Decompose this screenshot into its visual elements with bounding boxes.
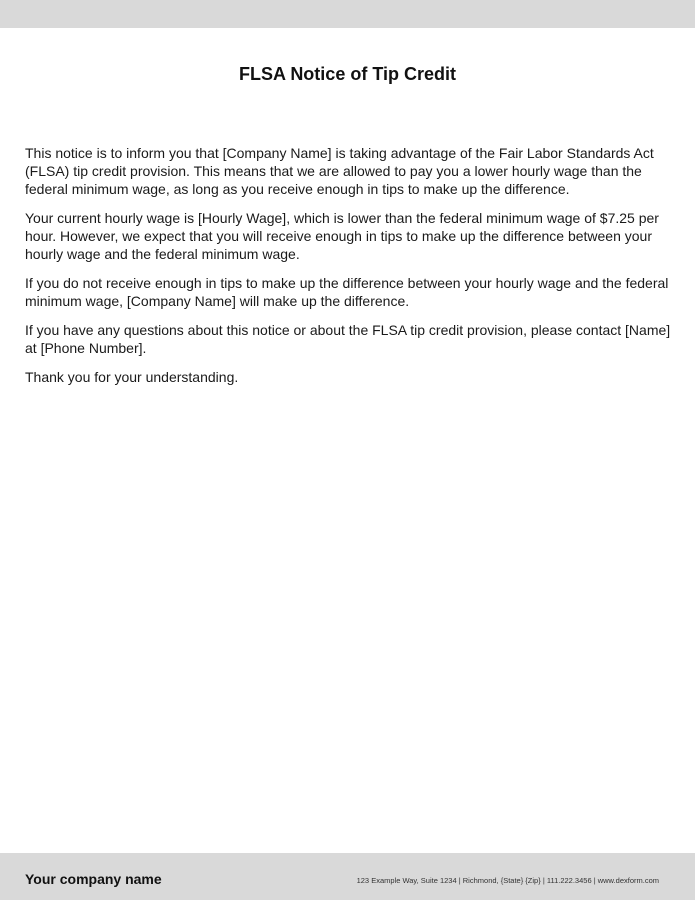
- page-title: FLSA Notice of Tip Credit: [238, 64, 456, 84]
- footer-company-name: Your company name: [25, 871, 162, 887]
- paragraph-contact: If you have any questions about this notice or about the FLSA tip credit provision, please contact [Name] at [Phone Number].: [25, 322, 671, 356]
- header-band: [0, 0, 695, 28]
- paragraph-wage: Your current hourly wage is [Hourly Wage], which is lower than the federal minimum wage of $7.25 per hour. However, we expect that you will receive enough in tips to make up the difference between your hourly wage and the federal minimum wage.: [25, 210, 659, 262]
- footer-address: 123 Example Way, Suite 1234 | Richmond, {State} {Zip} | 111.222.3456 | www.dexform.com: [356, 876, 659, 885]
- paragraph-makeup: If you do not receive enough in tips to make up the difference between your hourly wage and the federal minimum wage, [Company Name] will make up the difference.: [25, 275, 669, 309]
- notice-body: [25, 144, 673, 397]
- paragraph-thanks: Thank you for your understanding.: [25, 369, 239, 385]
- footer-band: [0, 853, 695, 900]
- paragraph-intro: This notice is to inform you that [Company Name] is taking advantage of the Fair Labor Standards Act (FLSA) tip credit provision. This means that we are allowed to pay you a lower hourly wage than the federal minimum wage, as long as you receive enough in tips to make up the difference.: [25, 145, 654, 197]
